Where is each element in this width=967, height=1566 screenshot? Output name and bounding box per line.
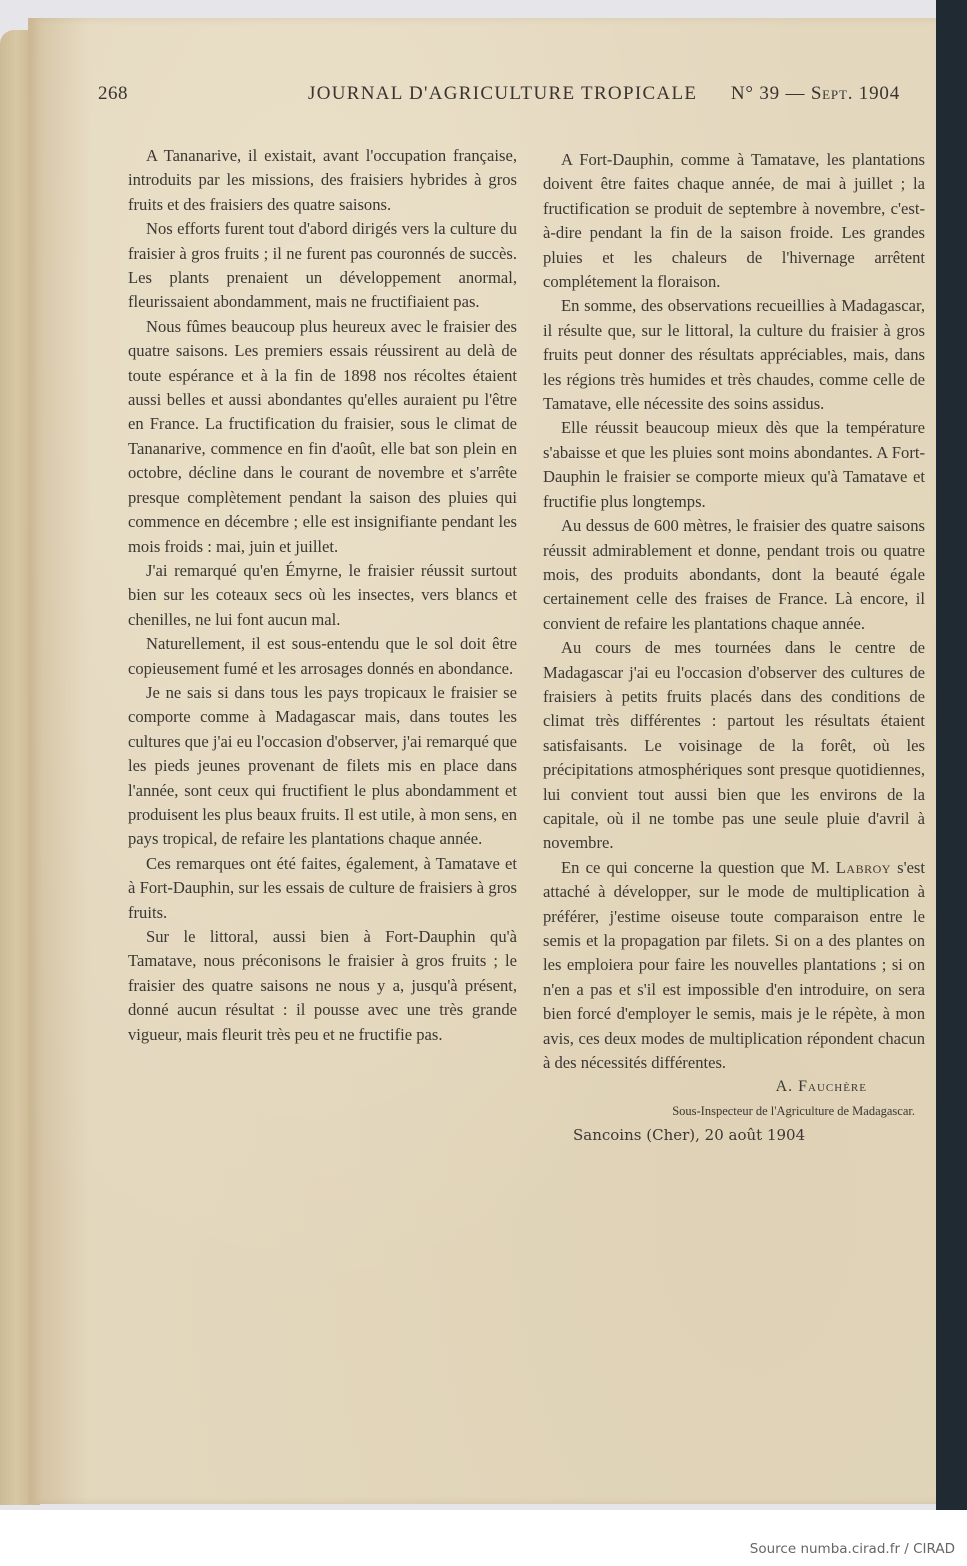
text-before-name: En ce qui concerne la question que M. <box>561 857 836 877</box>
paragraph-labroy <box>543 856 925 1076</box>
paragraph: Je ne sais si dans tous les pays tropicaux le fraisier se comporte comme à Madagascar mais, dans toutes les cultures que j'ai eu l'occasion d'observer, j'ai remarqué que les pieds jeunes provenant de filets mis en place dans l'année, sont ceux qui fructifient le plus abondamment et produisent les plus beaux fruits. Il est utile, à mon sens, en pays tropical, de refaire les plantations chaque année. <box>128 682 517 849</box>
paragraph: Au cours de mes tournées dans le centre de Madagascar j'ai eu l'occasion d'observer des cultures de fraisiers à petits fruits placés dans des conditions de climat très différentes : partout les résultats étaient satisfaisants. Le voisinage de la forêt, où les précipitations atmosphériques sont presque quotidiennes, lui convient tout aussi bien que les environs de la capitale, où il ne tombe pas une seule pluie d'avril à novembre. <box>543 638 925 853</box>
running-header <box>98 83 928 113</box>
text-after-name: s'est attaché à développer, sur le mode de multiplication à préférer, j'estime oiseuse toute comparaison entre le semis et la propagation par filets. Si on a des plantes on les emploiera pour faire les nouvelles plantations ; si on n'en a pas et s'il est impossible d'en introduire, on sera bien forcé d'employer le semis, mais je le répète, à mon avis, ces deux modes de multiplication répondent chacun à des nécessités différentes. <box>543 857 926 1073</box>
paragraph: En somme, des observations recueillies à Madagascar, il résulte que, sur le littoral, la culture du fraisier à gros fruits peut donner des résultats appréciables, mais, dans les régions très humides et très chaudes, comme celle de Tamatave, elle nécessite des soins assidus. <box>543 296 925 414</box>
place-date: Sancoins (Cher), 20 août 1904 <box>573 1125 806 1144</box>
right-column <box>543 148 925 1148</box>
paragraph: A Tananarive, il existait, avant l'occupation française, introduits par les missions, des fraisiers hybrides à gros fruits et des fraisiers des quatre saisons. <box>128 146 517 214</box>
paragraph: Nous fûmes beaucoup plus heureux avec le fraisier des quatre saisons. Les premiers essais réussirent au delà de toute espérance et à la fin de 1898 nos récoltes étaient aussi belles et aussi abondantes qu'elles auraient pu l'être en France. La fructification du fraisier, sous le climat de Tananarive, commence en fin d'août, elle bat son plein en octobre, décline dans le courant de novembre et s'arrête presque complètement pendant la saison des pluies qui commence en décembre ; elle est insignifiante pendant les mois froids : mai, juin et juillet. <box>128 316 517 556</box>
paragraph: Sur le littoral, aussi bien à Fort-Dauphin qu'à Tamatave, nous préconisons le fraisier à gros fruits ; le fraisier des quatre saisons ne nous y a, jusqu'à présent, donné aucun résultat : il pousse avec une très grande vigueur, mais fleurit très peu et ne fructifie pas. <box>128 927 517 1044</box>
paragraph: Elle réussit beaucoup mieux dès que la température s'abaisse et que les pluies sont moins abondantes. A Fort-Dauphin le fraisier se comporte mieux qu'à Tamatave et fructifie plus longtemps. <box>543 418 925 511</box>
journal-title: JOURNAL D'AGRICULTURE TROPICALE <box>308 83 698 104</box>
page-number: 268 <box>98 83 128 104</box>
author-title: Sous-Inspecteur de l'Agriculture de Madagascar. <box>672 1103 915 1118</box>
book-cover-edge <box>936 0 967 1510</box>
paragraph: Nos efforts furent tout d'abord dirigés vers la culture du fraisier à gros fruits ; il ne furent pas couronnés de succès. Les plants prenaient un développement anormal, fleurissaient abondamment, mais ne fructifiaient pas. <box>128 219 517 312</box>
paragraph: Au dessus de 600 mètres, le fraisier des quatre saisons réussit admirablement et donne, pendant trois ou quatre mois, des produits abondants, dont la beauté égale certainement celle des fraises de France. Là encore, il convient de refaire les plantations chaque année. <box>543 516 925 633</box>
issue-info: N° 39 — Sept. 1904 <box>730 83 900 104</box>
person-name-labroy: Labroy <box>835 857 891 877</box>
paragraph: Naturellement, il est sous-entendu que le sol doit être copieusement fumé et les arrosages donnés en abondance. <box>128 634 517 678</box>
source-credit: Source numba.cirad.fr / CIRAD <box>749 1541 955 1557</box>
paragraph: Ces remarques ont été faites, également, à Tamatave et à Fort-Dauphin, sur les essais de culture de fraisiers à gros fruits. <box>128 853 517 922</box>
paragraph: J'ai remarqué qu'en Émyrne, le fraisier réussit surtout bien sur les coteaux secs où les insectes, vers blancs et chenilles, ne lui font aucun mal. <box>128 560 517 629</box>
paragraph: A Fort-Dauphin, comme à Tamatave, les plantations doivent être faites chaque année, de mai à juillet ; la fructification se produit de septembre à novembre, c'est-à-dire pendant la fin de la saison froide. Les grandes pluies et les chaleurs de l'hivernage arrêtent complétement la floraison. <box>543 150 925 292</box>
left-column <box>128 144 517 1047</box>
author-signature: A. Fauchère <box>775 1078 867 1096</box>
